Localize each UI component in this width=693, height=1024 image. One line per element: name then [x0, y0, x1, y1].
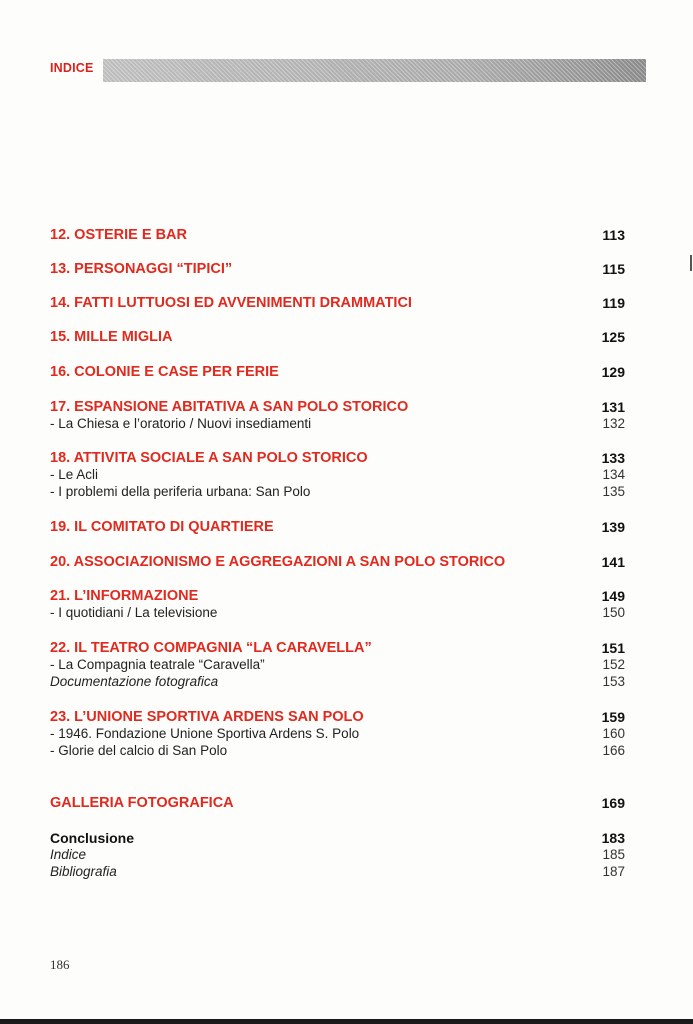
toc-subentry-page: 152	[602, 657, 625, 672]
toc-chapter-page: 141	[601, 554, 625, 570]
toc-chapter-12[interactable]	[50, 226, 625, 244]
toc-chapter-16[interactable]	[50, 363, 625, 381]
toc-subentry-title: - I problemi della periferia urbana: San Polo	[50, 484, 311, 499]
toc-chapter-page: 151	[601, 640, 625, 656]
toc-chapter-title: 23. L’UNIONE SPORTIVA ARDENS SAN POLO	[50, 709, 364, 725]
toc-chapter-title: 16. COLONIE E CASE PER FERIE	[50, 364, 279, 380]
toc-subentry-title: Documentazione fotografica	[50, 674, 219, 689]
toc-indice[interactable]	[50, 846, 625, 864]
toc-gallery[interactable]	[50, 794, 625, 812]
toc-subentry-page: 160	[602, 726, 625, 741]
toc-conclusione[interactable]	[50, 829, 625, 847]
toc-subentry-title: - I quotidiani / La televisione	[50, 605, 218, 620]
index-header	[46, 59, 646, 82]
toc-entry-page: 185	[602, 847, 625, 862]
toc-chapter-21[interactable]	[50, 587, 625, 605]
toc-subentry-title: - Glorie del calcio di San Polo	[50, 743, 228, 758]
toc-chapter-15[interactable]	[50, 328, 625, 346]
toc-subentry[interactable]	[50, 656, 625, 674]
toc-subentry[interactable]	[50, 483, 625, 501]
toc-entry-title: Indice	[50, 847, 87, 862]
toc-chapter-13[interactable]	[50, 260, 625, 278]
toc-entry-title: Bibliografia	[50, 864, 117, 879]
toc-subentry[interactable]	[50, 725, 625, 743]
toc-subentry-title: - La Chiesa e l’oratorio / Nuovi insediamenti	[50, 416, 312, 431]
toc-chapter-page: 139	[601, 519, 625, 535]
toc-chapter-title: GALLERIA FOTOGRAFICA	[50, 795, 234, 811]
toc-chapter-title: 22. IL TEATRO COMPAGNIA “LA CARAVELLA”	[50, 640, 372, 656]
toc-chapter-page: 113	[602, 227, 625, 243]
toc-subentry[interactable]	[50, 604, 625, 622]
toc-chapter-page: 133	[601, 450, 625, 466]
toc-subentry-page: 135	[602, 484, 625, 499]
toc-bibliografia[interactable]	[50, 863, 625, 881]
toc-chapter-page: 149	[601, 588, 625, 604]
toc-chapter-title: 20. ASSOCIAZIONISMO E AGGREGAZIONI A SAN POLO STORICO	[50, 554, 506, 570]
toc-chapter-title: 17. ESPANSIONE ABITATIVA A SAN POLO STORICO	[50, 399, 409, 415]
toc-chapter-page: 115	[602, 261, 625, 277]
toc-chapter-title: 12. OSTERIE E BAR	[50, 227, 187, 243]
toc-entry-title: Conclusione	[50, 830, 135, 846]
toc-chapter-page: 131	[601, 399, 625, 415]
toc-entry-page: 183	[601, 830, 625, 846]
toc-subentry-page: 150	[602, 605, 625, 620]
toc-entry-page: 187	[602, 864, 625, 879]
toc-chapter-title: 14. FATTI LUTTUOSI ED AVVENIMENTI DRAMMATICI	[50, 295, 412, 311]
toc-subentry[interactable]	[50, 415, 625, 433]
header-gray-bar	[103, 59, 646, 82]
toc-subentry-title: - Le Acli	[50, 467, 99, 482]
toc-chapter-page: 125	[601, 329, 625, 345]
bottom-rule	[0, 1019, 693, 1024]
toc-subentry-page: 134	[602, 467, 625, 482]
toc-subentry-page: 153	[602, 674, 625, 689]
toc-chapter-23[interactable]	[50, 708, 625, 726]
toc-chapter-14[interactable]	[50, 294, 625, 312]
toc-chapter-22[interactable]	[50, 639, 625, 657]
page-number: 186	[50, 957, 70, 972]
toc-subentry-title: - 1946. Fondazione Unione Sportiva Ardens S. Polo	[50, 726, 360, 741]
toc-chapter-title: 15. MILLE MIGLIA	[50, 329, 173, 345]
toc-chapter-page: 159	[601, 709, 625, 725]
toc-chapter-title: 13. PERSONAGGI “TIPICI”	[50, 261, 233, 277]
index-header-label: INDICE	[50, 61, 94, 75]
toc-subentry-page: 132	[602, 416, 625, 431]
toc-chapter-page: 129	[601, 364, 625, 380]
toc-chapter-page: 169	[601, 795, 625, 811]
toc-subentry[interactable]	[50, 673, 625, 691]
scan-edge-mark	[690, 255, 692, 271]
toc-subentry-page: 166	[602, 743, 625, 758]
toc-chapter-title: 21. L’INFORMAZIONE	[50, 588, 199, 604]
toc-chapter-18[interactable]	[50, 449, 625, 467]
toc-chapter-title: 18. ATTIVITA SOCIALE A SAN POLO STORICO	[50, 450, 368, 466]
toc-chapter-19[interactable]	[50, 518, 625, 536]
toc-subentry[interactable]	[50, 742, 625, 760]
toc-chapter-page: 119	[602, 295, 625, 311]
toc-chapter-title: 19. IL COMITATO DI QUARTIERE	[50, 519, 274, 535]
toc-chapter-17[interactable]	[50, 398, 625, 416]
toc-subentry-title: - La Compagnia teatrale “Caravella”	[50, 657, 265, 672]
toc-subentry[interactable]	[50, 466, 625, 484]
toc-chapter-20[interactable]	[50, 553, 625, 571]
